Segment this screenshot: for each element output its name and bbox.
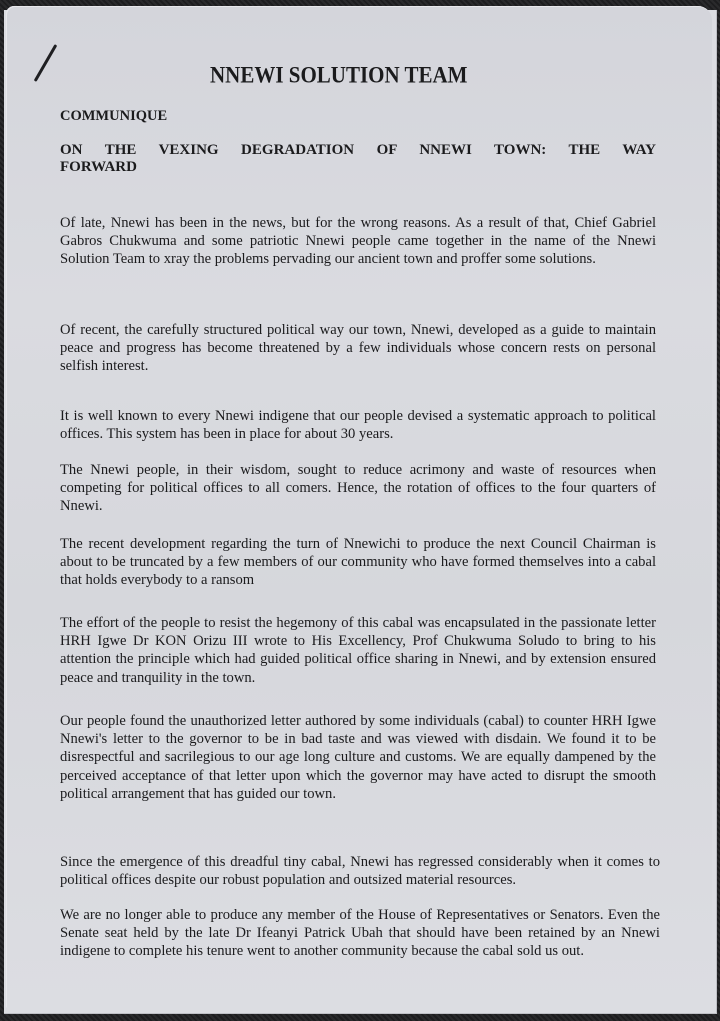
paragraph: Of late, Nnewi has been in the news, but for the wrong reasons. As a result of that, Chief Gabriel Gabros Chukwuma and some patriotic Nnewi people came together in the name of the Nnewi Solution Team to xray the problems pervading our ancient town and proffer some solutions.	[60, 214, 656, 268]
paragraph: The recent development regarding the turn of Nnewichi to produce the next Council Chairman is about to be truncated by a few members of our community who have formed themselves into a cabal that holds everybody to a ransom	[60, 535, 656, 589]
document-title: NNEWI SOLUTION TEAM	[210, 62, 468, 88]
paragraph: The Nnewi people, in their wisdom, sought to reduce acrimony and waste of resources when competing for political offices to all comers. Hence, the rotation of offices to the four quarters of Nnewi.	[60, 461, 656, 515]
handwritten-slash-icon	[34, 44, 58, 82]
paper-sheet	[6, 6, 712, 1008]
paragraph: Since the emergence of this dreadful tiny cabal, Nnewi has regressed considerably when it comes to political offices despite our robust population and outsized material resources.	[60, 853, 660, 888]
subject-line-2: FORWARD	[60, 159, 137, 175]
subject-heading	[60, 142, 656, 176]
document-label: COMMUNIQUE	[60, 108, 168, 124]
subject-line-1: ON THE VEXING DEGRADATION OF NNEWI TOWN: THE WAY	[60, 142, 656, 158]
paragraph: We are no longer able to produce any member of the House of Representatives or Senators. Even the Senate seat held by the late Dr Ifeanyi Patrick Ubah that should have been retained by an Nnewi indigene to complete his tenure went to another community because the cabal sold us out.	[60, 906, 660, 960]
paragraph: Of recent, the carefully structured political way our town, Nnewi, developed as a guide to maintain peace and progress has become threatened by a few individuals whose concern rests on personal selfish interest.	[60, 321, 656, 375]
paragraph: The effort of the people to resist the hegemony of this cabal was encapsulated in the passionate letter HRH Igwe Dr KON Orizu III wrote to His Excellency, Prof Chukwuma Soludo to bring to his attention the principle which had guided political office sharing in Nnewi, and by extension ensured peace and tranquility in the town.	[60, 614, 656, 686]
paragraph: Our people found the unauthorized letter authored by some individuals (cabal) to counter HRH Igwe Nnewi's letter to the governor to be in bad taste and was viewed with disdain. We found it to be disrespectful and sacrilegious to our age long culture and customs. We are equally dampened by the perceived acceptance of that letter upon which the governor may have acted to disrupt the smooth political arrangement that has guided our town.	[60, 712, 656, 803]
paragraph: It is well known to every Nnewi indigene that our people devised a systematic approach to political offices. This system has been in place for about 30 years.	[60, 407, 656, 442]
